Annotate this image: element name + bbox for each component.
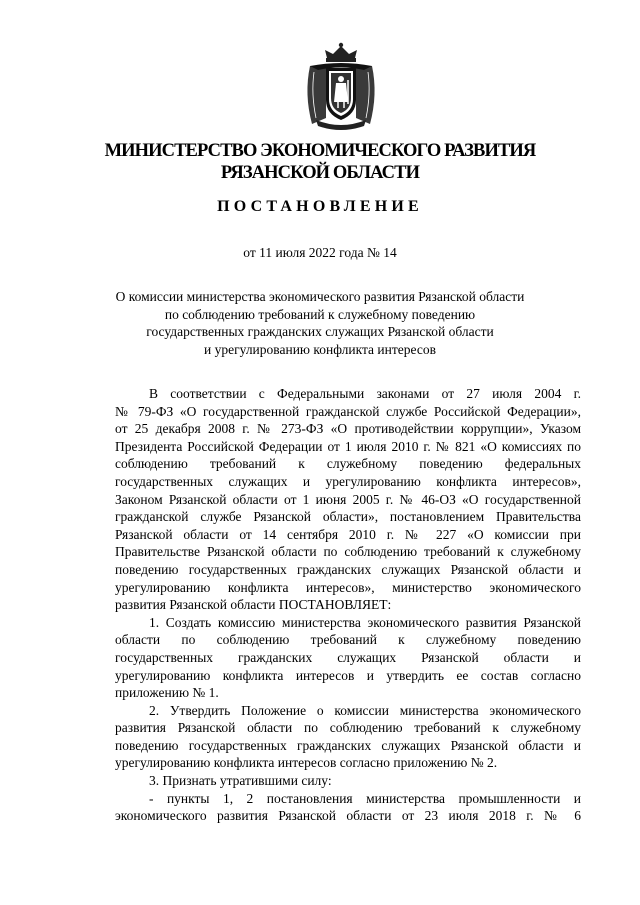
preamble-line: № 79-ФЗ «О государственной гражданской службе Российской Федерации», <box>115 403 581 419</box>
preamble-line: Рязанской области от 14 сентября 2010 г. № 227 «О комиссии при <box>115 526 581 542</box>
preamble-line: от 25 декабря 2008 г. № 273-ФЗ «О противодействии коррупции», Указом <box>115 421 581 437</box>
document-body <box>115 385 581 825</box>
item2-line: поведению государственных гражданских служащих Рязанской области и <box>115 737 581 753</box>
item1-line: государственных гражданских служащих Рязанской области и <box>115 649 581 665</box>
item1-line: урегулированию конфликта интересов и утвердить ее состав согласно <box>115 667 581 683</box>
item1-line: приложению № 1. <box>115 685 219 701</box>
preamble-line: Президента Российской Федерации от 1 июля 2010 г. № 821 «О комиссиях по <box>115 438 581 454</box>
item3-sub-line: экономического развития Рязанской области от 23 июля 2018 г. № 6 <box>115 808 581 824</box>
subject-line: государственных гражданских служащих Рязанской области <box>146 324 494 340</box>
item1-line: области по соблюдению требований к служебному поведению <box>115 632 581 648</box>
preamble-line: гражданской службе Рязанской области», постановлением Правительства <box>115 509 581 525</box>
preamble-line: государственных служащих и урегулированию конфликта интересов», <box>115 473 581 489</box>
ministry-name-line1: МИНИСТЕРСТВО ЭКОНОМИЧЕСКОГО РАЗВИТИЯ <box>104 141 536 161</box>
item3-sub-line: - пункты 1, 2 постановления министерства промышленности и <box>149 790 581 806</box>
coat-of-arms-icon <box>302 42 380 130</box>
preamble-line: Законом Рязанской области от 1 июня 2005 г. № 46-ОЗ «О государственной <box>115 491 581 507</box>
preamble-line: поведению государственных гражданских служащих Рязанской области и <box>115 561 581 577</box>
subject-line: и урегулированию конфликта интересов <box>204 341 436 357</box>
item2-line: 2. Утвердить Положение о комиссии министерства экономического <box>149 702 581 718</box>
preamble-line: развития Рязанской области ПОСТАНОВЛЯЕТ: <box>115 597 392 613</box>
document-type-title: ПОСТАНОВЛЕНИЕ <box>217 198 423 215</box>
preamble-line: В соответствии с Федеральными законами от 27 июля 2004 г. <box>149 386 581 401</box>
document-subject <box>0 288 640 358</box>
preamble-line: урегулированию конфликта интересов», министерство экономического <box>115 579 581 595</box>
item2-line: развития Рязанской области по соблюдению требований к служебному <box>115 720 581 736</box>
item2-line: урегулированию конфликта интересов согласно приложению № 2. <box>115 755 498 771</box>
subject-line: О комиссии министерства экономического развития Рязанской области <box>115 289 525 304</box>
item1-line: 1. Создать комиссию министерства экономического развития Рязанской <box>149 614 581 630</box>
preamble-line: соблюдению требований к служебному поведению федеральных <box>115 456 581 472</box>
ministry-name <box>0 140 640 184</box>
document-date-number: от 11 июля 2022 года № 14 <box>243 245 397 260</box>
item3-line: 3. Признать утратившими силу: <box>149 773 332 789</box>
ministry-name-line2: РЯЗАНСКОЙ ОБЛАСТИ <box>220 163 420 183</box>
preamble-line: Правительстве Рязанской области по соблюдению требований к служебному <box>115 544 581 560</box>
subject-line: по соблюдению требований к служебному поведению <box>164 306 476 322</box>
